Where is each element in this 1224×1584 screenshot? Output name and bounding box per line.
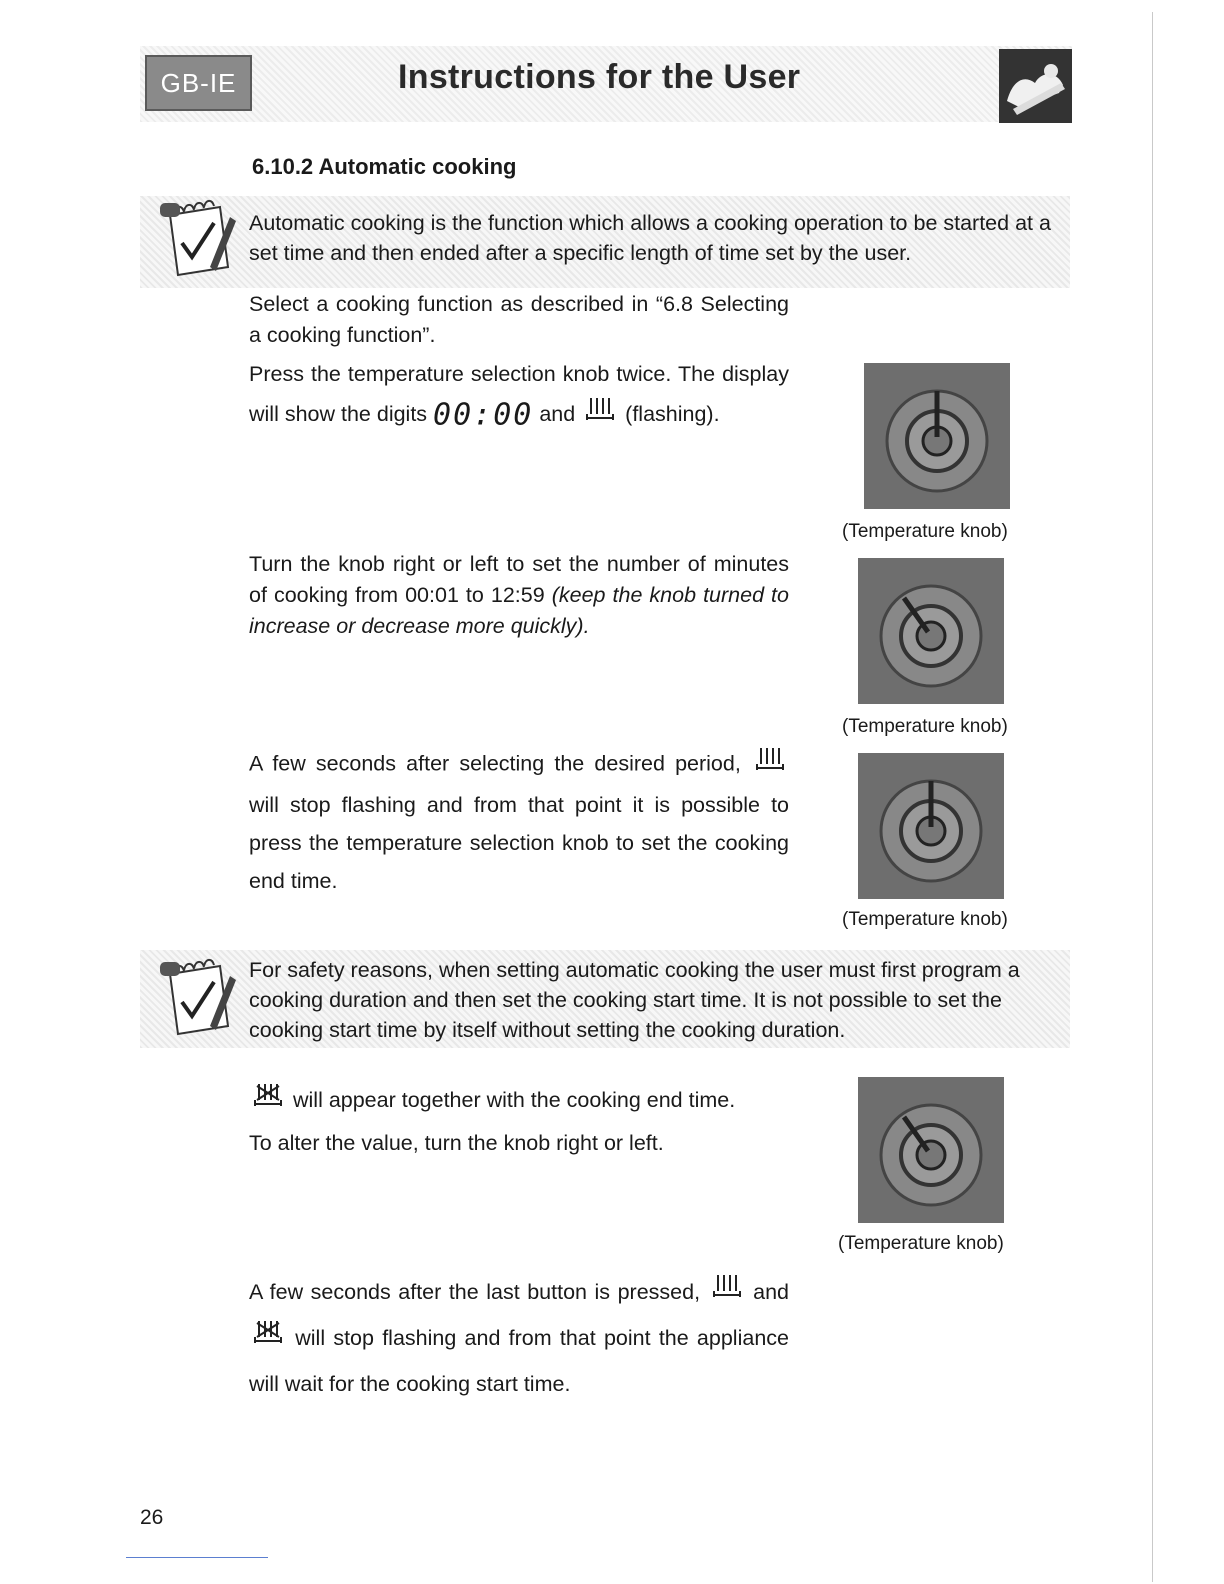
paragraph-text: and [753, 1280, 789, 1304]
paragraph-text: Turn the knob right or left to set the number of minutes of cooking from 00:01 to 12:59 [249, 552, 789, 607]
notepad-pencil-icon [150, 197, 246, 281]
paragraph-text: Press the temperature selection knob twice. The display will show the digits [249, 362, 789, 427]
section-heading: 6.10.2 Automatic cooking [252, 154, 517, 179]
footer-rule [126, 1557, 268, 1558]
temperature-knob-image [858, 1077, 1004, 1223]
paragraph-text: A few seconds after selecting the desired period, [249, 751, 741, 776]
paragraph-text: will stop flashing and from that point the appliance will wait for the cooking start time. [249, 1325, 789, 1396]
paragraph-text: and [539, 402, 576, 427]
temperature-knob-image [858, 558, 1004, 704]
paragraph-text: will appear together with the cooking end time. [292, 1088, 736, 1113]
paragraph-text: (flashing). [625, 402, 720, 427]
paragraph-text: To alter the value, turn the knob right or left. [249, 1131, 664, 1155]
note-text: For safety reasons, when setting automatic cooking the user must first program a cooking duration and then set the cooking start time. It is not possible to set the cooking start time by itself without setting the cooking duration. [249, 958, 1020, 1042]
paragraph-text: will stop flashing and from that point it is possible to press the temperature selection knob to set the cooking end time. [249, 793, 789, 893]
knob-caption: (Temperature knob) [838, 1233, 1004, 1254]
paragraph-text: A few seconds after the last button is pressed, [249, 1280, 701, 1304]
knob-caption: (Temperature knob) [842, 716, 1008, 737]
notepad-pencil-icon [150, 956, 246, 1040]
duration-icon [751, 744, 789, 786]
paragraph-press-knob [249, 354, 789, 437]
temperature-knob-image [858, 753, 1004, 899]
paragraph-last-button [249, 1270, 789, 1406]
temperature-knob-image [864, 363, 1010, 509]
paragraph-select-function: Select a cooking function as described in “6.8 Selecting a cooking function”. [249, 292, 789, 347]
page-title: Instructions for the User [398, 58, 801, 96]
paragraph-few-seconds [249, 744, 789, 900]
end-time-icon [249, 1317, 287, 1362]
knob-caption: (Temperature knob) [842, 909, 1008, 930]
note-text: Automatic cooking is the function which allows a cooking operation to be started at a set time and then ended after a specific length of time set by the user. [249, 211, 1051, 265]
paragraph-end-time [249, 1080, 789, 1163]
paragraph-italic: (keep the knob turned to increase or decrease more quickly). [249, 583, 789, 638]
knob-caption: (Temperature knob) [842, 521, 1008, 542]
chef-hat-icon [999, 49, 1072, 123]
duration-icon [581, 394, 619, 437]
page-number: 26 [140, 1506, 164, 1529]
display-digits: 00:00 [433, 397, 534, 433]
language-badge: GB-IE [145, 55, 252, 111]
paragraph-turn-knob [249, 549, 789, 642]
page-right-rule [1152, 12, 1153, 1582]
end-time-icon [249, 1080, 287, 1123]
duration-icon [708, 1271, 746, 1316]
